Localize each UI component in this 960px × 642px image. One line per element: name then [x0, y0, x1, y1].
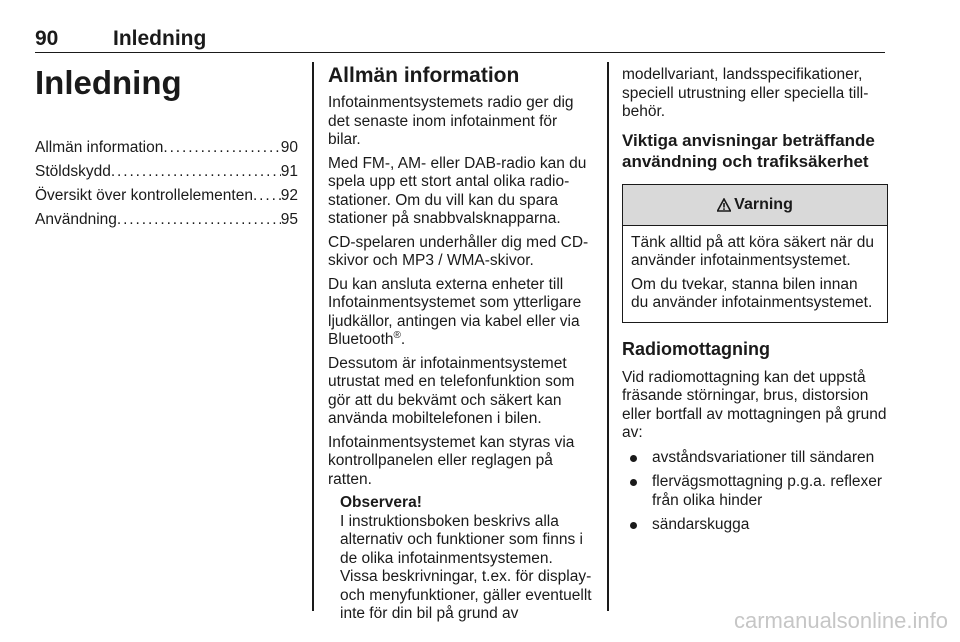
- page-header: [35, 22, 885, 53]
- column-divider-2: [607, 62, 609, 611]
- continued-paragraph: modellvariant, landsspecifikationer, speciell utrustning eller speciella tillbehör.: [622, 66, 869, 120]
- bullet-dot-icon: [630, 455, 637, 462]
- section-title: Allmän information: [328, 64, 520, 87]
- note-title: Observera!: [340, 494, 422, 511]
- list-item-text: sändarskugga: [652, 516, 750, 533]
- middle-column: [328, 64, 592, 629]
- warning-triangle-icon: [717, 198, 731, 212]
- toc-entry[interactable]: [35, 160, 298, 184]
- left-column: [35, 64, 298, 232]
- warning-paragraph: Om du tvekar, stanna bilen innan du använder infotainmentsystemet.: [631, 275, 873, 311]
- list-item-text: flervägsmottagning p.g.a. reflexer från olika hinder: [652, 473, 883, 509]
- chapter-title: Inledning: [35, 64, 182, 101]
- toc-leader-dots: [111, 160, 281, 184]
- list-item: [622, 516, 888, 535]
- toc-leader-dots: [163, 136, 280, 160]
- body-paragraph: Infotainmentsystemets radio ger dig det senaste inom infotainment för bilar.: [328, 94, 574, 148]
- warning-header: [623, 185, 887, 226]
- body-paragraph: Med FM-, AM- eller DAB-radio kan du spela upp ett stort antal olika radiostationer. Om du vill kan du spara stationer på snabbvalsknapparna.: [328, 154, 587, 227]
- toc-entry-label: Allmän information: [35, 139, 164, 156]
- bullet-list: [622, 449, 888, 535]
- bullet-dot-icon: [630, 479, 637, 486]
- running-title: Inledning: [113, 27, 207, 50]
- warning-body: [623, 226, 887, 322]
- body-paragraph: CD-spelaren underhåller dig med CD-skivor och MP3 / WMA-skivor.: [328, 233, 589, 269]
- toc-entry-page: 92: [280, 187, 298, 204]
- body-paragraph: Dessutom är infotainmentsystemet utrustat med en telefonfunktion som gör att du bekvämt och säkert kan använda mobiltelefonen i bilen.: [328, 354, 575, 427]
- toc-leader-dots: [117, 208, 281, 232]
- radio-intro: Vid radiomottagning kan det uppstå fräsande störningar, brus, distorsion eller bortfall av mottagningen på grund av:: [622, 368, 887, 441]
- radio-section-title: Radiomottagning: [622, 338, 770, 359]
- subsection-title: Viktiga anvisningar beträffande användning och trafiksäkerhet: [622, 130, 875, 171]
- warning-box: [622, 184, 888, 323]
- warning-heading: Varning: [734, 195, 793, 213]
- toc-entry-label: Användning: [35, 211, 117, 228]
- toc-entry-page: 95: [280, 211, 298, 228]
- toc-entry-label: Stöldskydd: [35, 163, 111, 180]
- bullet-dot-icon: [630, 522, 637, 529]
- bluetooth-text: Du kan ansluta externa enheter till Infotainmentsystemet som ytterligare ljudkällor, antingen via kabel eller via Bluetooth: [328, 275, 582, 348]
- list-item: [622, 449, 888, 468]
- bluetooth-period: .: [400, 331, 406, 348]
- bluetooth-paragraph: [328, 276, 592, 350]
- toc-entry-label: Översikt över kontrollelementen: [35, 187, 253, 204]
- note-block: [340, 494, 592, 624]
- body-paragraph: Infotainmentsystemet kan styras via kontrollpanelen eller reglagen på ratten.: [328, 433, 575, 488]
- registered-mark: ®: [393, 329, 401, 341]
- toc-entry[interactable]: [35, 208, 298, 232]
- toc-entry[interactable]: [35, 184, 298, 208]
- toc-entry-page: 91: [280, 163, 298, 180]
- column-divider-1: [312, 62, 314, 611]
- toc-entry-page: 90: [280, 139, 298, 156]
- toc-leader-dots: [253, 184, 281, 208]
- right-column: [622, 66, 888, 541]
- table-of-contents: [35, 136, 298, 232]
- list-item-text: avståndsvariationer till sändaren: [652, 448, 875, 466]
- note-text: I instruktionsboken beskrivs alla alternativ och funktioner som finns i de olika infotainmentsystemen. Vissa beskrivningar, t.ex. för display- och menyfunktioner, gäller eventuellt inte för din bil på grund av: [340, 512, 592, 622]
- list-item: [622, 473, 888, 510]
- page-number: 90: [35, 27, 59, 50]
- toc-entry[interactable]: [35, 136, 298, 160]
- watermark: carmanualsonline.info: [733, 608, 948, 633]
- warning-paragraph: Tänk alltid på att köra säkert när du använder infotainmentsystemet.: [631, 233, 874, 269]
